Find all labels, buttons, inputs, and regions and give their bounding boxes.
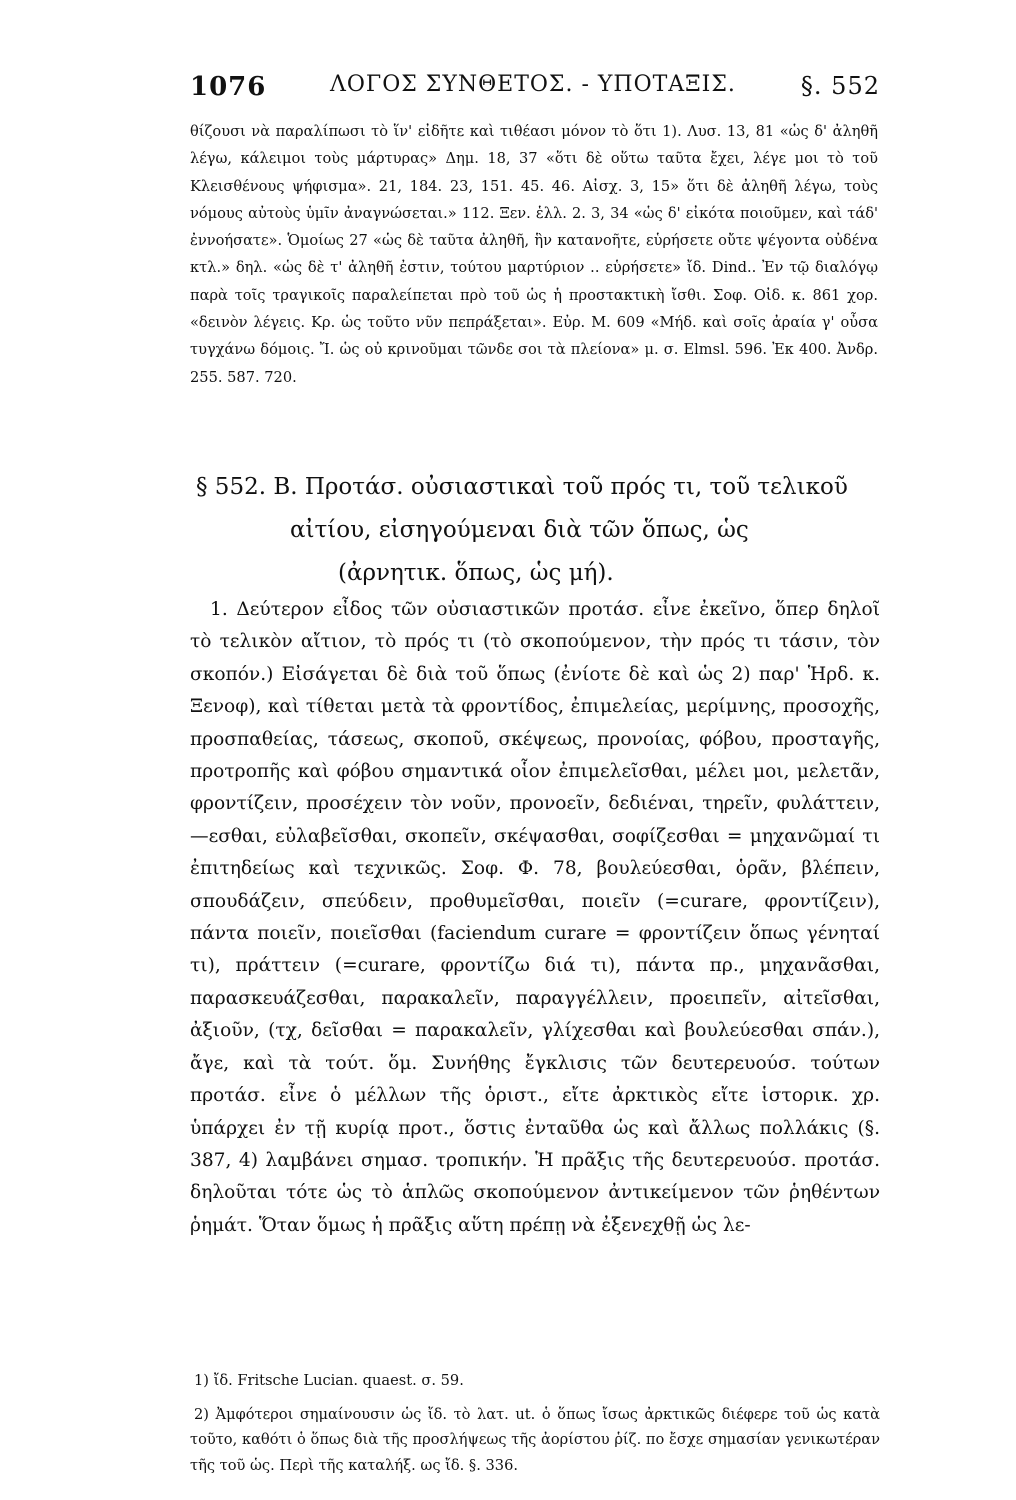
continued-paragraph: θίζουσι νὰ παραλίπωσι τὸ ἵν' εἰδῆτε καὶ τιθέασι μόνον τὸ ὅτι 1). Λυσ. 13, 81 «ὡς δ' ἀληθῆ λέγω, κάλειμοι τοὺς μάρτυρας» Δημ. 18, 37 «ὅτι δὲ οὕτω ταῦτα ἔχει, λέγε μοι τὸ τοῦ Κλεισθένους ψήφισμα». 21, 184. 23, 151. 45. 46. Αἰσχ. 3, 15» ὅτι δὲ ἀληθῆ λέγω, τοὺς νόμους αὐτοὺς ὑμῖν ἀναγνώσεται.» 112. Ξεν. ἑλλ. 2. 3, 34 «ὡς δ' εἰκότα ποιοῦμεν, καὶ τάδ' ἐννοήσατε». Ὁμοίως 27 «ὡς δὲ ταῦτα ἀληθῆ, ἣν κατανοῆτε, εὑρήσετε οὔτε ψέγοντα οὐδένα κτλ.» δηλ. «ὡς δὲ τ' ἀληθῆ ἐστιν, τούτου μαρτύριον .. εὑρήσετε» ἴδ. Dind.. Ἐν τῷ διαλόγῳ παρὰ τοῖς τραγικοῖς παραλείπεται πρὸ τοῦ ὡς ἡ προστακτικὴ ἴσθι. Σοφ. Οἰδ. κ. 861 χορ. «δεινὸν λέγεις. Κρ. ὡς τοῦτο νῦν πεπράξεται». Εὐρ. Μ. 609 «Μήδ. καὶ σοῖς ἀραία γ' οὖσα τυγχάνω δόμοις. Ἴ. ὡς οὐ κρινοῦμαι τῶνδε σοι τὰ πλείονα» μ. σ. Elmsl. 596. Ἐκ 400. Ἀνδρ. 255. 587. 720. [190,123,878,386]
running-title: ΛΟΓΟΣ ΣΥΝΘΕΤΟΣ. - ΥΠΟΤΑΞΙΣ. [330,72,736,97]
section-heading [196,466,876,595]
body-paragraph: 1. Δεύτερον εἶδος τῶν οὐσιαστικῶν προτάσ. εἶνε ἐκεῖνο, ὅπερ δηλοῖ τὸ τελικὸν αἴτιον, τὸ πρός τι (τὸ σκοπούμενον, τὴν πρός τι τάσιν, τὸν σκοπόν.) Εἰσάγεται δὲ διὰ τοῦ ὅπως (ἐνίοτε δὲ καὶ ὡς 2) παρ' Ἡρδ. κ. Ξενοφ), καὶ τίθεται μετὰ τὰ φροντίδος, ἐπιμελείας, μερίμνης, προσοχῆς, προσπαθείας, τάσεως, σκοποῦ, σκέψεως, προνοίας, φόβου, προσταγῆς, προτροπῆς καὶ φόβου σημαντικά οἷον ἐπιμελεῖσθαι, μέλει μοι, μελετᾶν, φροντίζειν, προσέχειν τὸν νοῦν, προνοεῖν, δεδιέναι, τηρεῖν, φυλάττειν, —εσθαι, εὐλαβεῖσθαι, σκοπεῖν, σκέψασθαι, σοφίζεσθαι = μηχανῶμαί τι ἐπιτηδείως καὶ τεχνικῶς. Σοφ. Φ. 78, βουλεύεσθαι, ὁρᾶν, βλέπειν, σπουδάζειν, σπεύδειν, προθυμεῖσθαι, ποιεῖν (=curare, φροντίζειν), πάντα ποιεῖν, ποιεῖσθαι (faciendum curare = φροντίζειν ὅπως γένηταί τι), πράττειν (=curare, φροντίζω διά τι), πάντα πρ., μηχανᾶσθαι, παρασκευάζεσθαι, παρακαλεῖν, παραγγέλλειν, προειπεῖν, αἰτεῖσθαι, ἀξιοῦν, (τχ, δεῖσθαι = παρακαλεῖν, γλίχεσθαι καὶ βουλεύεσθαι σπάν.), ἄγε, καὶ τὰ τούτ. ὅμ. Συνήθης ἔγκλισις τῶν δευτερευούσ. τούτων προτάσ. εἶνε ὁ μέλλων τῆς ὁριστ., εἴτε ἀρκτικὸς εἴτε ἱστορικ. χρ. ὑπάρχει ἐν τῇ κυρίᾳ προτ., ὅστις ἐνταῦθα ὡς καὶ ἄλλως πολλάκις (§. 387, 4) λαμβάνει σημασ. τροπικήν. Ἡ πρᾶξις τῆς δευτερευούσ. προτάσ. δηλοῦται τότε ὡς τὸ ἁπλῶς σκοπούμενον ἀντικείμενον τῶν ῥηθέντων ῥημάτ. Ὅταν ὅμως ἡ πρᾶξις αὕτη πρέπῃ νὰ ἐξενεχθῇ ὡς λε- [190,599,880,1236]
footnote-1: 1) ἴδ. Fritsche Lucian. quaest. σ. 59. [194,1372,464,1389]
body-text [190,594,880,1242]
section-heading-line-3: (ἀρνητικ. ὅπως, ὡς μή). [338,560,614,586]
section-heading-line-1: § 552. Β. Προτάσ. οὐσιαστικαὶ τοῦ πρός τι, τοῦ τελικοῦ [196,474,848,500]
running-header [190,72,880,112]
footnote-2: 2) Ἀμφότεροι σημαίνουσιν ὡς ἴδ. τὸ λατ. ut. ὁ ὅπως ἴσως ἀρκτικῶς διέφερε τοῦ ὡς κατὰ τοῦτο, καθότι ὁ ὅπως διὰ τῆς προσλήψεως τῆς ἀορίστου ῥίζ. πο ἔσχε σημασίαν γενικωτέραν τῆς τοῦ ὡς. Περὶ τῆς καταλήξ. ως ἴδ. §. 336. [190,1405,880,1474]
footnotes [190,1368,880,1486]
section-reference: §. 552 [800,72,880,100]
section-heading-line-2: αἰτίου, εἰσηγούμεναι διὰ τῶν ὅπως, ὡς [290,517,749,543]
page-number: 1076 [190,72,267,102]
